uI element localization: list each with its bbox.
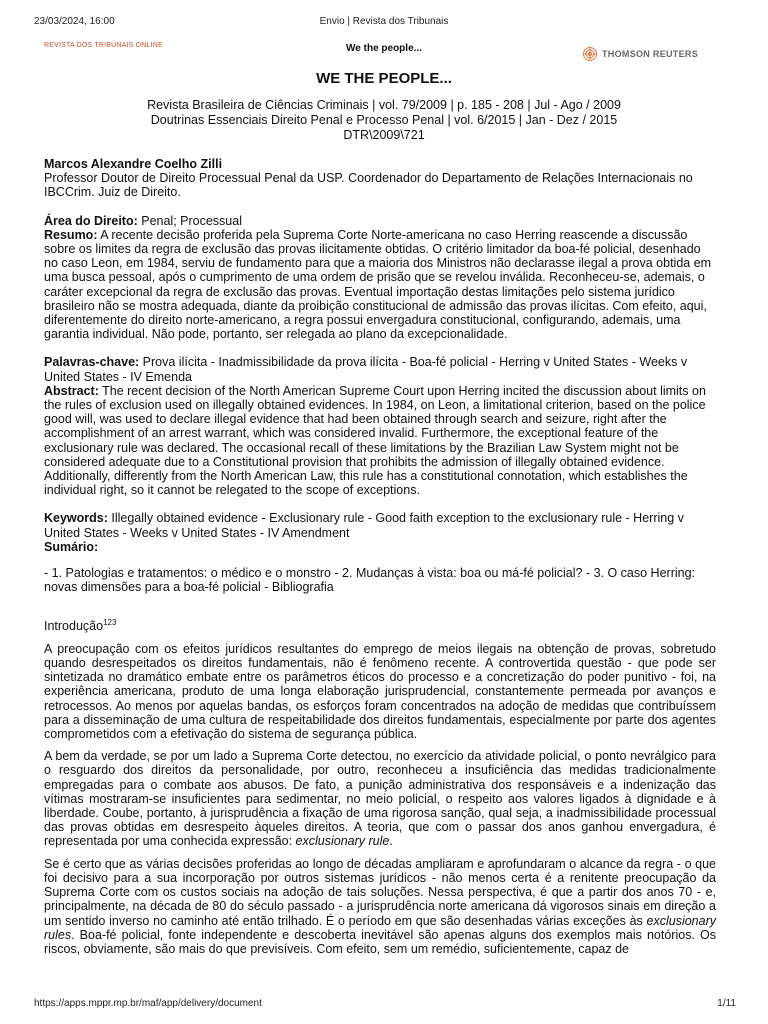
abstract-label: Abstract: bbox=[44, 383, 99, 398]
palavras-text: Prova ilícita - Inadmissibilidade da prova ilícita - Boa-fé policial - Herring v United States - Weeks v United States - IV Emenda bbox=[44, 355, 688, 384]
resumo-label: Resumo: bbox=[44, 227, 98, 242]
rt-online-logo: REVISTA DOS TRIBUNAIS ONLINE bbox=[44, 42, 163, 49]
abstract bbox=[44, 384, 716, 498]
footnote-refs: 123 bbox=[103, 618, 117, 628]
paragraph-text: A bem da verdade, se por um lado a Suprema Corte detectou, no exercício da atividade policial, o ponto nevrálgico para o resguardo dos direitos da personalidade, por outro, reconheceu a insuficiência das medidas tradicionalmente empregadas para o combate aos abusos. De fato, a punição administrativa dos responsáveis e a indenização das vítimas mostraram-se insuficientes para sedimentar, no meio policial, o respeito aos valores ligados à dignidade e à liberdade. Coube, portanto, à jurisprudência a fixação de uma rigorosa sanção, qual seja, a inadmissibilidade processual das provas obtidas em desrespeito àqueles direitos. A teoria, que com o passar dos anos ganhou envergadura, é representada por uma conhecida expressão: bbox=[44, 749, 716, 849]
area-value: Penal; Processual bbox=[137, 213, 242, 228]
citation-line: Revista Brasileira de Ciências Criminais | vol. 79/2009 | p. 185 - 208 | Jul - Ago / 2009 bbox=[147, 98, 621, 112]
intro-heading bbox=[44, 616, 716, 633]
print-date: 23/03/2024, 16:00 bbox=[34, 16, 115, 27]
palavras-label: Palavras-chave: bbox=[44, 355, 140, 370]
running-title: We the people... bbox=[346, 43, 422, 54]
paragraph-text: Se é certo que as várias decisões proferidas ao longo de décadas ampliaram e aprofundaram o alcance da regra - o que foi decisivo para a sua incorporação por outros sistemas jurídicos - não menos certa é a renitente preocupação da Suprema Corte com os custos sociais na adoção de tais soluções. Nessa perspectiva, é que a partir dos anos 70 - e, principalmente, na década de 80 do século passado - a jurisprudência norte americana dá vigorosos sinais em direção a um sentido inverso no caminho até então trilhado. É o período em que são desenhadas várias exceções às bbox=[44, 856, 716, 928]
keywords-text: Illegally obtained evidence - Exclusionary rule - Good faith exception to the exclusionary rule - Herring v United States - Weeks v United States - IV Amendment bbox=[44, 511, 684, 540]
article-title: WE THE PEOPLE... bbox=[316, 70, 452, 87]
article-content bbox=[44, 157, 716, 956]
paragraph-italic: exclusionary rule bbox=[295, 834, 390, 849]
sumario-text: - 1. Patologias e tratamentos: o médico e o monstro - 2. Mudanças à vista: boa ou má-fé policial? - 3. O caso Herring: novas dimensões para a boa-fé policial - Bibliografia bbox=[44, 566, 696, 595]
thomson-reuters-logo bbox=[582, 46, 698, 62]
keywords-label: Keywords: bbox=[44, 511, 108, 526]
author-bio: Professor Doutor de Direito Processual Penal da USP. Coordenador do Departamento de Relações Internacionais no IBCCrim. Juiz de Direito. bbox=[44, 171, 693, 200]
print-url: https://apps.mppr.mp.br/maf/app/delivery/document bbox=[34, 998, 262, 1009]
thomson-reuters-icon bbox=[582, 46, 598, 62]
palavras-chave bbox=[44, 355, 716, 383]
print-page-number: 1/11 bbox=[717, 998, 736, 1009]
abstract-text: The recent decision of the North American Supreme Court upon Herring incited the discussion about limits on the rules of exclusion used on illegally obtained evidences. In 1984, on Leon, a limitational criterion, based on the police good will, was used to declare illegal evidence that had been obtained through search and seizure, right after the accomplishment of an arrest warrant, which was considered invalid. Furthermore, the exceptional feature of the exclusionary rule was declared. The occasional recall of these limitations by the Brazilian Law System might not be considered adequate due to a Constitutional provision that prohibits the admission of illegally obtained evidence. Additionally, differently from the North American Law, this rule has a constitutional connotation, which establishes the individual right, so it cannot be relegated to the scope of exceptions. bbox=[44, 383, 706, 498]
citation-line: DTR\2009\721 bbox=[343, 128, 425, 142]
thomson-reuters-label: THOMSON REUTERS bbox=[602, 49, 699, 59]
citation-line: Doutrinas Essenciais Direito Penal e Processo Penal | vol. 6/2015 | Jan - Dez / 2015 bbox=[150, 113, 618, 127]
sumario-label: Sumário: bbox=[44, 539, 99, 554]
author-name: Marcos Alexandre Coelho Zilli bbox=[44, 157, 223, 171]
paragraph-text: . Boa-fé policial, fonte independente e descoberta inevitável são apenas alguns dos exemplos mais notórios. Os riscos, obviamente, são mais do que previsíveis. Com efeito, sem um remédio, suficientemente, capaz de bbox=[44, 927, 716, 956]
paragraph-italic: exclusionary rules bbox=[44, 913, 716, 942]
area-label: Área do Direito: bbox=[44, 213, 138, 228]
paragraph bbox=[44, 857, 716, 956]
print-page-title: Envio | Revista dos Tribunais bbox=[319, 16, 449, 27]
resumo-text: A recente decisão proferida pela Suprema Corte Norte-americana no caso Herring reascende a discussão sobre os limites da regra de exclusão das provas ilicitamente obtidas. O critério limitador da boa-fé policial, desenhado no caso Leon, em 1984, serviu de fundamento para que a maioria dos Ministros não declarasse ilegal a prova obtida em uma busca pessoal, após o cumprimento de uma ordem de prisão que se revelou inválida. Reconheceu-se, ademais, o caráter excepcional da regra de exclusão das provas. Eventual importação destas limitações pelo sistema jurídico brasileiro não se mostra adequada, diante da proibição constitucional de admissão das provas ilícitas. Com efeito, aqui, diferentemente do direito norte-americano, a regra possui envergadura constitucional, configurando, ademais, uma garantia individual. Não pode, portanto, ser relegada ao plano da excepcionalidade. bbox=[44, 227, 712, 342]
resumo bbox=[44, 228, 716, 342]
intro-heading-text: Introdução bbox=[44, 619, 104, 634]
paragraph-text: . bbox=[389, 834, 393, 849]
paragraph: A preocupação com os efeitos jurídicos resultantes do emprego de meios ilegais na obtenção de provas, sobretudo quando desrespeitados os direitos fundamentais, não é fenômeno recente. A controvertida questão - que pode ser sintetizada no dramático embate entre os parâmetros éticos do processo e a concretização do poder punitivo - foi, na experiência americana, produto de uma longa elaboração jurisprudencial, constantemente permeada por avanços e retrocessos. Ao menos por aquelas bandas, os esforços foram concentrados na adoção de medidas que contribuíssem para a disseminação de uma cultura de respeitabilidade dos direitos fundamentais, especialmente por parte dos agentes comprometidos com a efetivação do sistema de segurança pública. bbox=[44, 641, 716, 742]
paragraph bbox=[44, 749, 716, 848]
keywords bbox=[44, 511, 716, 539]
area-do-direito bbox=[44, 214, 716, 228]
